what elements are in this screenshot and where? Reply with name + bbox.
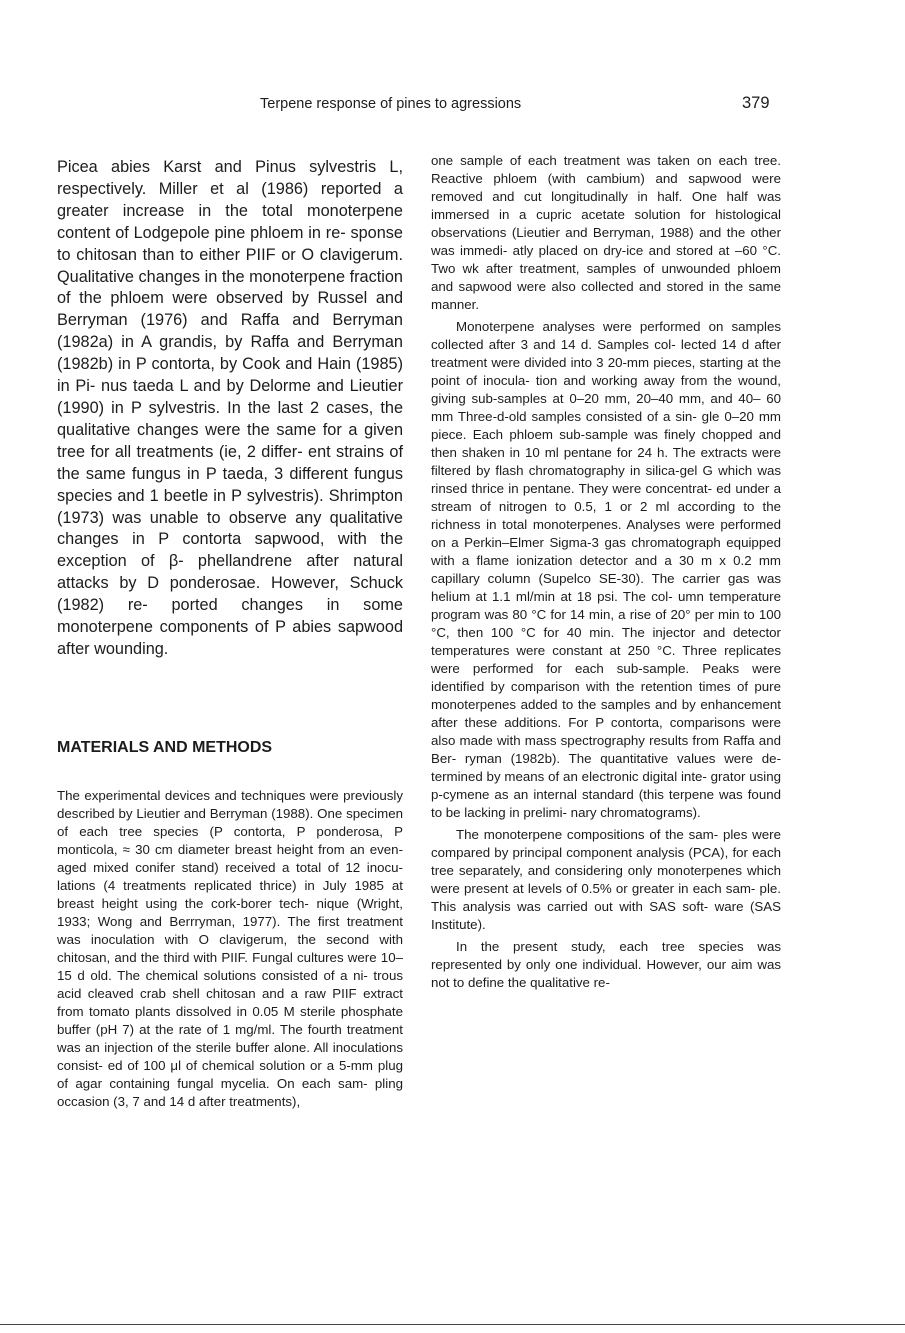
running-header-title: Terpene response of pines to agressions: [260, 96, 522, 112]
page-bottom-rule: [0, 1324, 905, 1325]
methods-paragraph: The experimental devices and techniques were previously described by Lieutier and Berryman (1988). One specimen of each tree species (P contorta, P ponderosa, P monticola, ≈ 30 cm diameter breast height from an even-aged mixed conifer stand) received a total of 12 inocu- lations (4 treatments replicated thrice) in July 1985 at breast height using the cork-borer tech- nique (Wright, 1933; Wong and Berrryman, 1977). The first treatment was inoculation with O clavigerum, the second with chitosan, and the third with PIIF. Fungal cultures were 10–15 d old. The chemical solutions consisted of a ni- trous acid cleaved crab shell chitosan and a raw PIIF extract from tomato plants dissolved in 0.05 M sterile phosphate buffer (pH 7) at the rate of 1 mg/ml. The fourth treatment was an injection of the sterile buffer alone. All inoculations consist- ed of 100 μl of chemical solution or a 5-mm plug of agar containing fungal mycelia. On each sam- pling occasion (3, 7 and 14 d after treatments),: [57, 788, 403, 1109]
right-paragraph-sampling: one sample of each treatment was taken on each tree. Reactive phloem (with cambium) and sapwood were removed and cut longitudinally in half. One half was immersed in a cupric acetate solution for histological observations (Lieutier and Berryman, 1988) and the other was immedi- atly placed on dry-ice and stored at –60 °C. Two wk after treatment, samples of unwounded phloem and sapwood were also collected and stored in the same manner.: [431, 153, 781, 312]
right-paragraph-present-study: In the present study, each tree species was represented by only one individual. However, our aim was not to define the qualitative re-: [431, 939, 781, 990]
right-column: [431, 152, 781, 992]
left-column-methods: [57, 787, 403, 1111]
left-column-intro: [57, 157, 403, 661]
right-paragraph-analyses: Monoterpene analyses were performed on samples collected after 3 and 14 d. Samples col- lected 14 d after treatment were divided into 3 20-mm pieces, starting at the point of inocula- tion and working away from the wound, giving sub-samples at 0–20 mm, 20–40 mm, and 40– 60 mm Three-d-old samples consisted of a sin- gle 0–20 mm piece. Each phloem sub-sample was finely chopped and then shaken in 10 ml pentane for 24 h. The extracts were filtered by flash chromatography in silica-gel G which was rinsed thrice in pentane. They were concentrat- ed under a stream of nitrogen to 0.5, 1 or 2 ml according to the richness in total monoterpenes. Analyses were performed on a Perkin–Elmer Sigma-3 gas chromatograph equipped with a flame ionization detector and a 30 m x 0.2 mm capillary column (Supelco SE-30). The carrier gas was helium at 1.1 ml/min at 18 psi. The col- umn temperature program was 80 °C for 14 min, a rise of 20° per min to 100 °C, then 100 °C for 40 min. The injector and detector temperatures were constant at 250 °C. Three replicates were performed for each sub-sample. Peaks were identified by comparison with the retention times of pure monoterpenes added to the samples and by enhancement after these additions. For P contorta, comparisons were also made with mass spectrography results from Raffa and Ber- ryman (1982b). The quantitative values were de- termined by means of an electronic digital inte- grator using p-cymene as an internal standard (this terpene was found to be lacking in prelimi- nary chromatograms).: [431, 319, 781, 820]
page-number: 379: [742, 94, 770, 112]
right-paragraph-pca: The monoterpene compositions of the sam- ples were compared by principal component analysis (PCA), for each tree separately, and considering only monoterpenes which were present at levels of 0.5% or greater in each sam- ple. This analysis was carried out with SAS soft- ware (SAS Institute).: [431, 827, 781, 932]
intro-paragraph: Picea abies Karst and Pinus sylvestris L, respectively. Miller et al (1986) reported a greater increase in the total monoterpene content of Lodgepole pine phloem in re- sponse to chitosan than to either PIIF or O clavigerum. Qualitative changes in the monoterpene fraction of the phloem were observed by Russel and Berryman (1976) and Raffa and Berryman (1982a) in A grandis, by Raffa and Berryman (1982b) in P contorta, by Cook and Hain (1985) in Pi- nus taeda L and by Delorme and Lieutier (1990) in P sylvestris. In the last 2 cases, the qualitative changes were the same for a given tree for all treatments (ie, 2 differ- ent strains of the same fungus in P taeda, 3 different fungus species and 1 beetle in P sylvestris). Shrimpton (1973) was unable to observe any qualitative changes in P contorta sapwood, with the exception of β- phellandrene after natural attacks by D ponderosae. However, Schuck (1982) re- ported changes in some monoterpene components of P abies sapwood after wounding.: [57, 158, 403, 658]
section-heading-materials-methods: MATERIALS AND METHODS: [57, 739, 273, 756]
